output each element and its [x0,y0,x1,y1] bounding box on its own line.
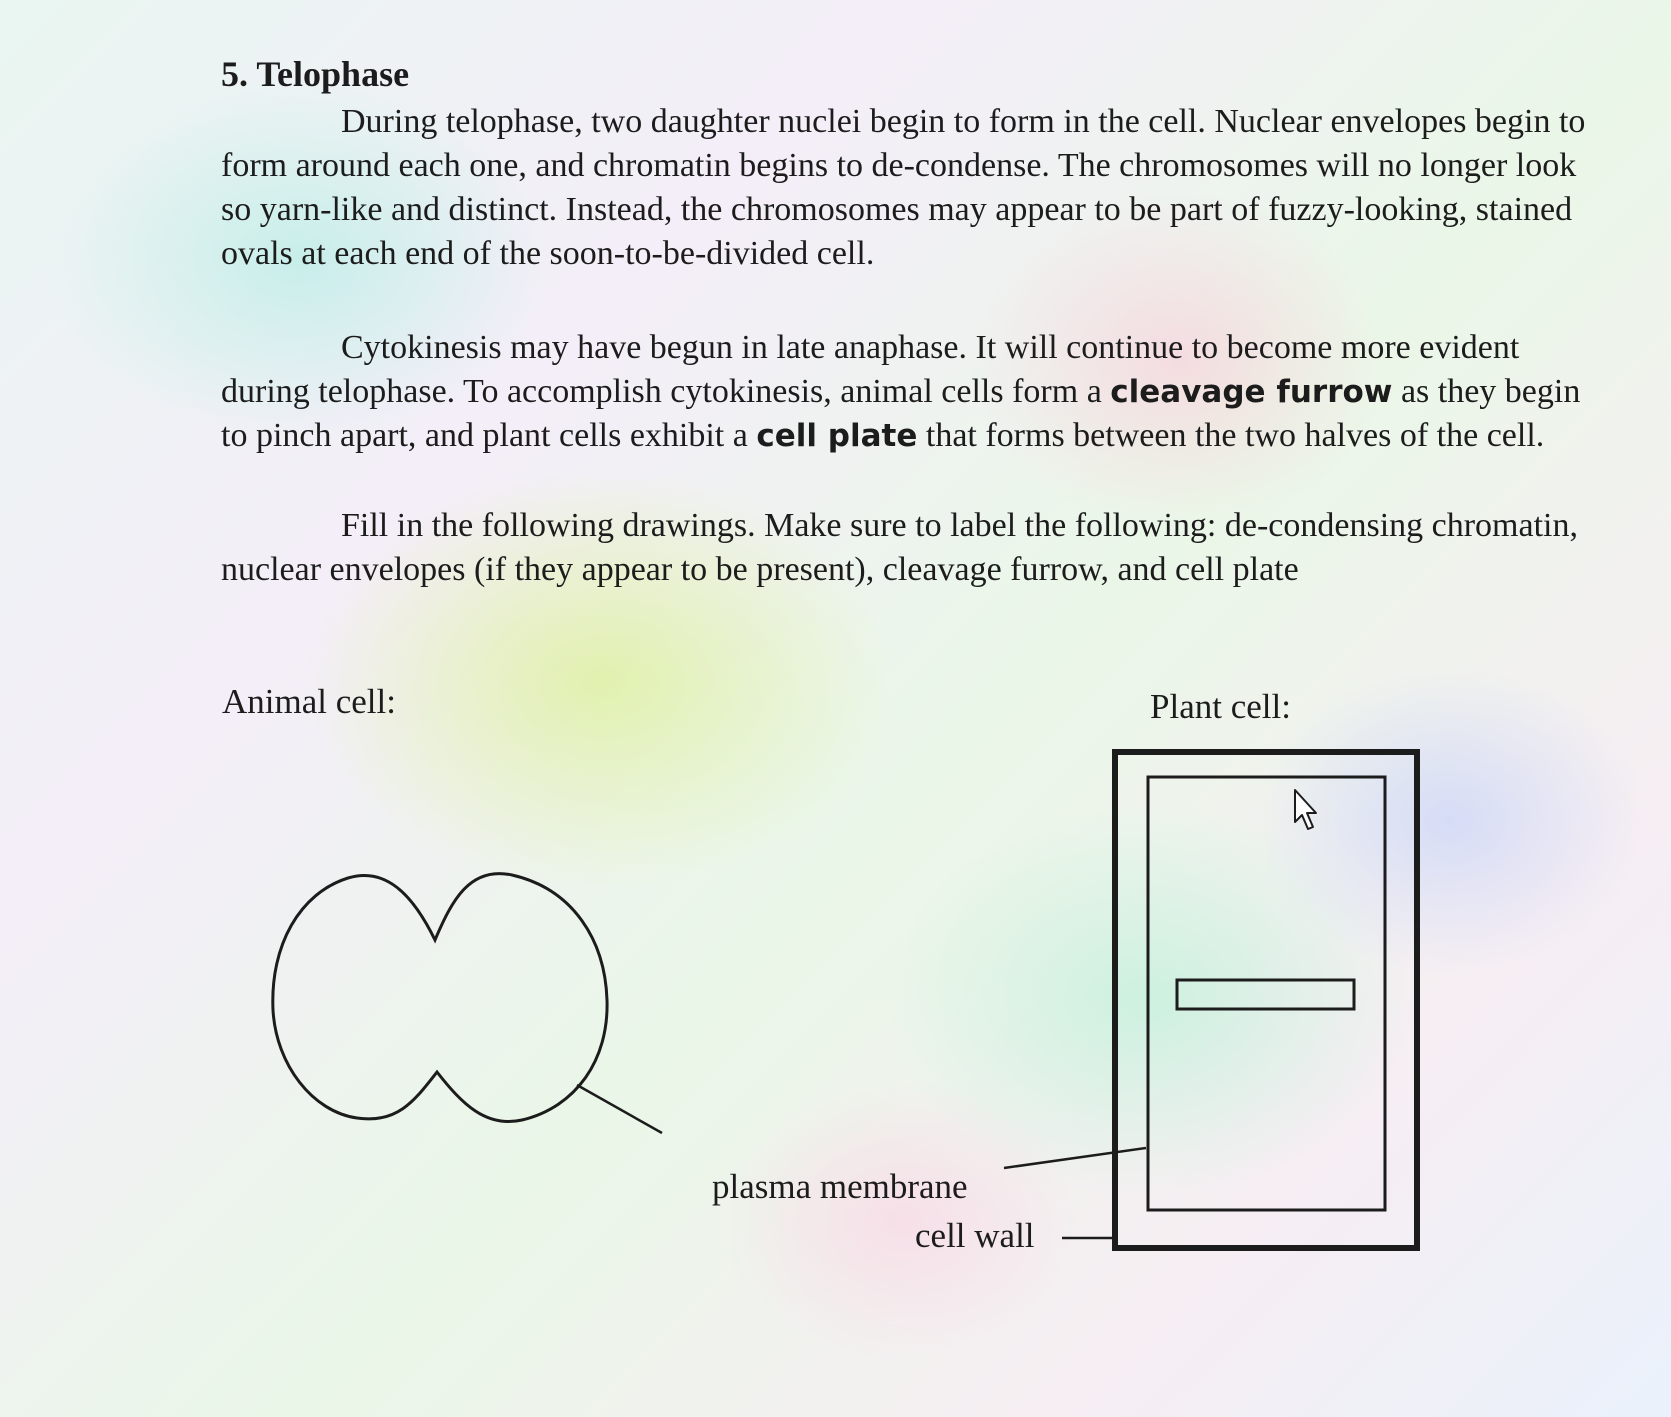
plant-cell-label: Plant cell: [1150,687,1291,726]
telophase-paragraph: During telophase, two daughter nuclei begin to form in the cell. Nuclear envelopes begin to form around each one, and chromatin begins to de-condense. The chromosomes will no longer look so yarn-like and distinct. Instead, the chromosomes may appear to be part of fuzzy-looking, stained ovals at each end of the soon-to-be-divided cell. [221,103,1586,272]
cell-plate-term: cell plate [756,418,918,454]
cell-wall-outline [1115,752,1417,1248]
animal-cell-label: Animal cell: [222,682,396,721]
cell-plate-shape [1177,980,1354,1009]
animal-pointer-line [577,1085,662,1133]
cell-wall-label: cell wall [915,1216,1035,1255]
mouse-pointer-icon [1295,790,1316,829]
plasma-membrane-label: plasma membrane [712,1167,968,1206]
plasma-membrane-pointer-line [1004,1148,1146,1168]
section-heading: 5. Telophase [221,54,410,94]
cleavage-furrow-term: cleavage furrow [1110,374,1393,410]
cytokinesis-text-3: that forms between the two halves of the cell. [917,417,1545,454]
instructions-paragraph: Fill in the following drawings. Make sure to label the following: de-condensing chromatin, nuclear envelopes (if they appear to be present), cleavage furrow, and cell plate [221,507,1578,588]
cytokinesis-text-2: as they begin to pinch apart, and plant cells exhibit a [221,373,1581,454]
cytokinesis-text-1: Cytokinesis may have begun in late anaphase. It will continue to become more evident during telophase. To accomplish cytokinesis, animal cells form a [221,329,1520,410]
plasma-membrane-outline [1148,777,1385,1210]
animal-cell-outline [273,874,607,1122]
